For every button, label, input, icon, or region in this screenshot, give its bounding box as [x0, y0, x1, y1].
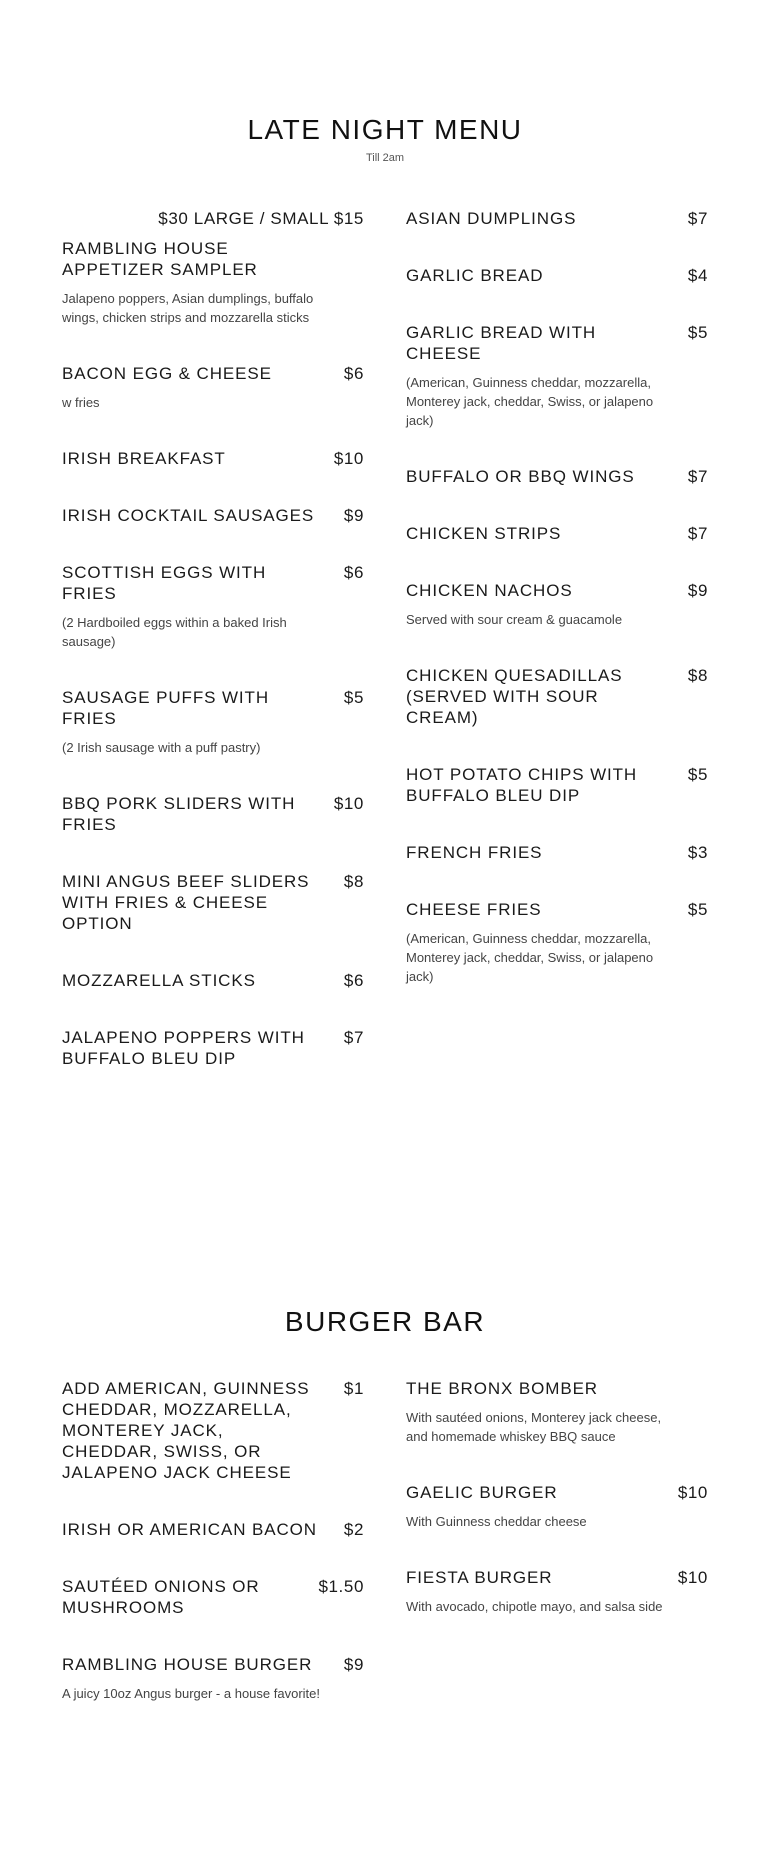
menu-item-header [62, 363, 364, 384]
menu-item-header [406, 1378, 708, 1399]
menu-item-header [406, 764, 708, 806]
menu-item-description: w fries [62, 395, 100, 410]
menu-item-price: $5 [687, 323, 708, 342]
menu-item [62, 562, 364, 651]
menu-item-price: $5 [343, 688, 364, 707]
menu-item-price: $10 [333, 794, 364, 813]
menu-item-description: (American, Guinness cheddar, mozzarella, Monterey jack, cheddar, Swiss, or jalapeno jack) [406, 375, 654, 428]
menu-item-description: (2 Hardboiled eggs within a baked Irish sausage) [62, 615, 287, 649]
menu-item [62, 1576, 364, 1618]
menu-item-header [62, 1654, 364, 1675]
menu-item-price: $7 [687, 524, 708, 543]
menu-item [62, 1027, 364, 1069]
menu-item [406, 580, 708, 629]
late-night-menu-title: LATE NIGHT MENU [247, 114, 523, 145]
menu-item-header [406, 466, 708, 487]
menu-item-name: IRISH BREAKFAST [62, 449, 226, 468]
menu-item-header [62, 1519, 364, 1540]
menu-item [62, 238, 364, 327]
menu-item-header [406, 899, 708, 920]
menu-item-name: ADD AMERICAN, GUINNESS CHEDDAR, MOZZARELLA, MONTEREY JACK, CHEDDAR, SWISS, OR JALAPENO JACK CHEESE [62, 1379, 310, 1482]
menu-item [406, 466, 708, 487]
menu-item [62, 1654, 364, 1703]
menu-item-header [406, 208, 708, 229]
menu-item-price: $8 [343, 872, 364, 891]
menu-item-description: A juicy 10oz Angus burger - a house favorite! [62, 1686, 320, 1701]
menu-item [62, 793, 364, 835]
menu-item-price: $10 [677, 1483, 708, 1502]
menu-item-name: FIESTA BURGER [406, 1568, 553, 1587]
menu-item-name: CHICKEN NACHOS [406, 581, 573, 600]
menu-item-price: $6 [343, 971, 364, 990]
menu-item-header [62, 1027, 364, 1069]
menu-item-description: Jalapeno poppers, Asian dumplings, buffalo wings, chicken strips and mozzarella sticks [62, 291, 314, 325]
menu-item-price: $6 [343, 563, 364, 582]
menu-item [406, 265, 708, 286]
menu-item [62, 1378, 364, 1483]
menu-item-header [406, 265, 708, 286]
menu-item [62, 448, 364, 469]
menu-item [62, 871, 364, 934]
menu-item-description: (American, Guinness cheddar, mozzarella, Monterey jack, cheddar, Swiss, or jalapeno jack) [406, 931, 654, 984]
menu-item-header [406, 665, 708, 728]
late-night-menu-section [62, 114, 708, 1105]
menu-item [62, 363, 364, 412]
menu-item-name: JALAPENO POPPERS WITH BUFFALO BLEU DIP [62, 1028, 305, 1068]
burger-bar-title: BURGER BAR [284, 1306, 486, 1337]
burger-bar-section [62, 1306, 708, 1739]
menu-item-header [62, 687, 364, 729]
menu-item [406, 899, 708, 986]
menu-item-name: SCOTTISH EGGS WITH FRIES [62, 563, 267, 603]
menu-item-price: $9 [687, 581, 708, 600]
menu-item-header [406, 842, 708, 863]
menu-item-header [406, 1482, 708, 1503]
menu-item-price: $4 [687, 266, 708, 285]
burger-bar-left-column [62, 1378, 364, 1739]
menu-item-price: $1 [343, 1379, 364, 1398]
menu-item-header [62, 970, 364, 991]
menu-item-header [62, 1576, 364, 1618]
menu-item-description: Served with sour cream & guacamole [406, 612, 623, 627]
menu-item [406, 1567, 708, 1616]
menu-item-price: $9 [343, 506, 364, 525]
menu-item-name: IRISH OR AMERICAN BACON [62, 1520, 317, 1539]
menu-item-header [62, 238, 364, 280]
menu-item-price: $7 [687, 467, 708, 486]
menu-item [406, 1482, 708, 1531]
menu-item-price: $3 [687, 843, 708, 862]
menu-item [406, 764, 708, 806]
menu-item-header [406, 580, 708, 601]
menu-item-name: CHICKEN STRIPS [406, 524, 562, 543]
menu-item-header [62, 505, 364, 526]
menu-item [406, 523, 708, 544]
burger-bar-columns [62, 1378, 708, 1739]
menu-item-header [62, 1378, 364, 1483]
sampler-price: $30 LARGE / SMALL $15 [158, 209, 364, 228]
menu-item [62, 505, 364, 526]
menu-item-header [62, 793, 364, 835]
menu-item-name: CHEESE FRIES [406, 900, 542, 919]
menu-item-name: MINI ANGUS BEEF SLIDERS WITH FRIES & CHEESE OPTION [62, 872, 310, 933]
menu-item-name: BACON EGG & CHEESE [62, 364, 272, 383]
menu-item-name: SAUSAGE PUFFS WITH FRIES [62, 688, 269, 728]
menu-item-name: BBQ PORK SLIDERS WITH FRIES [62, 794, 296, 834]
menu-item-price: $10 [333, 449, 364, 468]
menu-item-price: $10 [677, 1568, 708, 1587]
menu-item-name: MOZZARELLA STICKS [62, 971, 256, 990]
menu-item-price: $1.50 [318, 1577, 364, 1596]
menu-item-name: IRISH COCKTAIL SAUSAGES [62, 506, 315, 525]
menu-item-price: $8 [687, 666, 708, 685]
menu-item-name: THE BRONX BOMBER [406, 1379, 598, 1398]
menu-item [406, 208, 708, 229]
menu-item-header [406, 322, 708, 364]
menu-item-price: $7 [687, 209, 708, 228]
late-night-columns [62, 208, 708, 1105]
menu-item [406, 322, 708, 430]
menu-item-name: GARLIC BREAD WITH CHEESE [406, 323, 597, 363]
menu-item-header [62, 871, 364, 934]
menu-item-name: HOT POTATO CHIPS WITH BUFFALO BLEU DIP [406, 765, 638, 805]
menu-item-name: BUFFALO OR BBQ WINGS [406, 467, 635, 486]
menu-item [406, 1378, 708, 1446]
menu-item-description: With avocado, chipotle mayo, and salsa side [406, 1599, 663, 1614]
late-night-left-column [62, 208, 364, 1105]
menu-item-header [406, 523, 708, 544]
menu-item-name: SAUTÉED ONIONS OR MUSHROOMS [62, 1577, 260, 1617]
menu-item-price: $5 [687, 765, 708, 784]
menu-item-price: $2 [343, 1520, 364, 1539]
menu-item-name: ASIAN DUMPLINGS [406, 209, 577, 228]
menu-item-name: GARLIC BREAD [406, 266, 544, 285]
menu-item-price: $6 [343, 364, 364, 383]
menu-item-description: With Guinness cheddar cheese [406, 1514, 587, 1529]
menu-item-name: RAMBLING HOUSE APPETIZER SAMPLER [62, 239, 258, 279]
menu-item [406, 842, 708, 863]
menu-item [406, 665, 708, 728]
menu-item-name: RAMBLING HOUSE BURGER [62, 1655, 313, 1674]
menu-item-description: With sautéed onions, Monterey jack cheese, and homemade whiskey BBQ sauce [406, 1410, 662, 1444]
menu-item [62, 970, 364, 991]
menu-item-description: (2 Irish sausage with a puff pastry) [62, 740, 261, 755]
menu-item [62, 687, 364, 757]
menu-item-name: CHICKEN QUESADILLAS (SERVED WITH SOUR CREAM) [406, 666, 623, 727]
menu-item-price: $5 [687, 900, 708, 919]
late-night-right-column [406, 208, 708, 1105]
menu-item-price: $7 [343, 1028, 364, 1047]
menu-item-header [62, 448, 364, 469]
burger-bar-right-column [406, 1378, 708, 1739]
late-night-menu-hours: Till 2am [365, 152, 405, 164]
menu-item-price: $9 [343, 1655, 364, 1674]
menu-item-name: FRENCH FRIES [406, 843, 543, 862]
menu-item-name: GAELIC BURGER [406, 1483, 558, 1502]
menu-item-header [406, 1567, 708, 1588]
menu-item-header [62, 562, 364, 604]
menu-item [62, 1519, 364, 1540]
